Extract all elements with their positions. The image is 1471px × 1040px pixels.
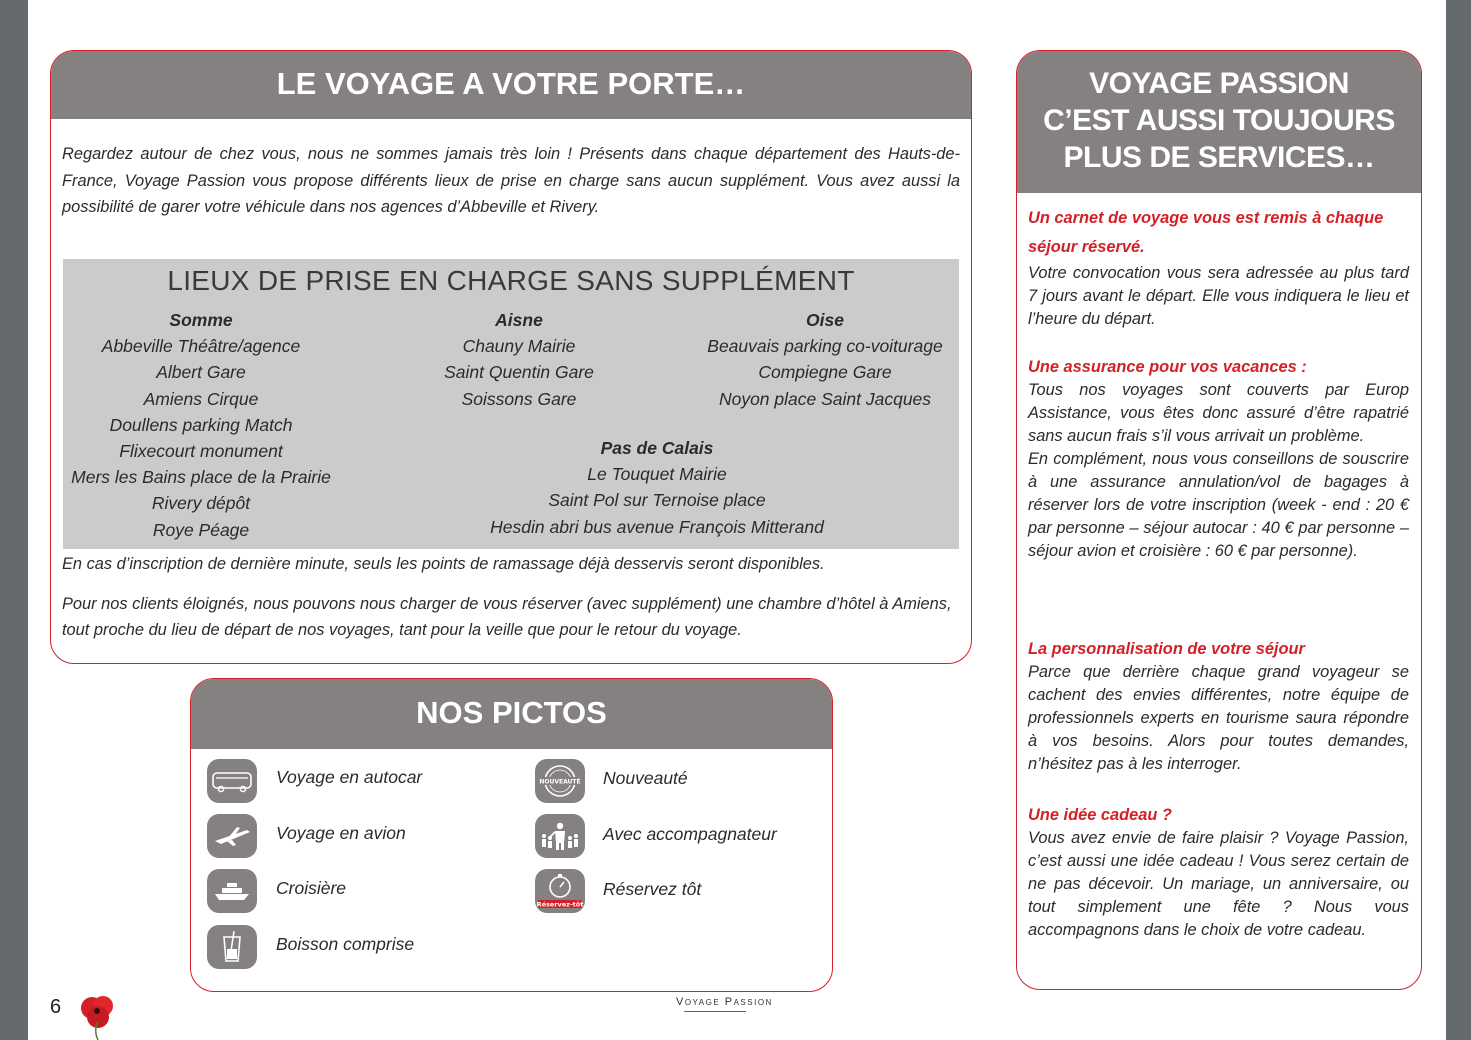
somme-column <box>63 307 339 543</box>
oise-column <box>693 307 957 412</box>
service-personalisation <box>1028 638 1409 776</box>
location-item: Rivery dépôt <box>151 493 251 514</box>
location-item: Amiens Cirque <box>143 388 259 409</box>
bus-icon <box>207 759 257 803</box>
location-item: Soissons Gare <box>461 388 577 409</box>
service-gift <box>1028 804 1409 942</box>
location-item: Doullens parking Match <box>109 414 293 435</box>
location-item: Flixecourt monument <box>119 441 283 462</box>
new-badge-text: NOUVEAUTÉ <box>539 778 581 786</box>
guide-icon <box>535 814 585 858</box>
picto-label: Boisson comprise <box>276 934 415 954</box>
pickup-panel <box>50 50 972 664</box>
pictos-panel <box>190 678 833 992</box>
location-item: Roye Péage <box>152 519 250 540</box>
new-badge-icon <box>535 759 585 803</box>
location-item: Mers les Bains place de la Prairie <box>71 467 331 488</box>
pickup-locations-title: LIEUX DE PRISE EN CHARGE SANS SUPPLÉMENT <box>167 265 855 296</box>
ship-icon <box>207 869 257 913</box>
brand-underline <box>684 1011 746 1012</box>
location-item: Abbeville Théâtre/agence <box>101 336 301 357</box>
service-body: Vous avez envie de faire plaisir ? Voyage Passion, c’est aussi une idée cadeau ! Vous serez certain de ne pas décevoir. Un mariage, un anniversaire, ou tout simplement une fête ? Nous vous accompagnons dans le choix de votre cadeau. <box>1028 829 1409 939</box>
pictos-panel-title: NOS PICTOS <box>191 679 832 749</box>
department-name: Aisne <box>495 310 543 330</box>
location-item: Saint Pol sur Ternoise place <box>548 490 766 511</box>
hotel-note: Pour nos clients éloignés, nous pouvons nous charger de vous réserver (avec supplément) une chambre d’hôtel à Amiens, tout proche du lieu de départ de nos voyages, tant pour la veille que pour le retour du voyage. <box>62 595 952 639</box>
picto-label: Avec accompagnateur <box>603 824 777 844</box>
location-item: Compiegne Gare <box>758 362 892 383</box>
services-panel <box>1016 50 1422 990</box>
picto-label: Voyage en avion <box>276 823 406 843</box>
service-body: Parce que derrière chaque grand voyageur se cachent des envies différentes, notre équipe de professionnels experts en tourisme saura répondre à vos besoins. Alors pour toutes demandes, n’hésitez pas à les interroger. <box>1028 663 1409 773</box>
last-minute-note: En cas d’inscription de dernière minute, seuls les points de ramassage déjà desservis seront disponibles. <box>62 555 825 573</box>
service-title: Une assurance pour vos vacances : <box>1028 358 1307 376</box>
pickup-intro: Regardez autour de chez vous, nous ne sommes jamais très loin ! Présents dans chaque département des Hauts-de-France, Voyage Passion vous propose différents lieux de prise en charge sans aucun supplément. Vous avez aussi la possibilité de garer votre véhicule dans nos agences d’Abbeville et Rivery. <box>62 145 960 216</box>
location-item: Hesdin abri bus avenue François Mitterand <box>490 516 824 537</box>
service-body-extra: En complément, nous vous conseillons de souscrire à une assurance annulation/vol de bagages à réserver lors de votre inscription (week - end : 20 € par personne – séjour autocar : 40 € par personne – séjour avion et croisière : 60 € par personne). <box>1028 450 1409 560</box>
location-item: Beauvais parking co-voiturage <box>707 336 943 357</box>
location-item: Albert Gare <box>156 362 246 383</box>
picto-label: Croisière <box>276 878 347 898</box>
pas-de-calais-column <box>467 435 847 540</box>
service-insurance <box>1028 356 1409 563</box>
service-title: Un carnet de voyage vous est remis à chaque séjour réservé. <box>1028 209 1384 256</box>
picto-label: Voyage en autocar <box>276 767 423 787</box>
services-panel-title <box>1017 51 1421 193</box>
page-number: 6 <box>50 996 62 1018</box>
location-item: Chauny Mairie <box>462 336 576 357</box>
brand-logo: Voyage Passion <box>676 996 773 1008</box>
aisne-column <box>417 307 621 412</box>
drink-icon <box>207 925 257 969</box>
pickup-locations-box <box>63 259 959 549</box>
service-body: Tous nos voyages sont couverts par Europ Assistance, vous êtes donc assuré d’être rapatrié sans aucun frais s’il vous arrivait un problème. <box>1028 381 1409 445</box>
service-title: La personnalisation de votre séjour <box>1028 640 1305 658</box>
location-item: Noyon place Saint Jacques <box>718 388 932 409</box>
stopwatch-badge-text: Réservez-tôt <box>536 900 584 909</box>
service-body: Votre convocation vous sera adressée au plus tard 7 jours avant le départ. Elle vous indiquera le lieu et l’heure du départ. <box>1028 264 1409 328</box>
plane-icon <box>207 814 257 858</box>
location-item: Le Touquet Mairie <box>587 464 727 485</box>
poppy-icon <box>76 992 120 1040</box>
service-travel-book <box>1028 204 1409 331</box>
pickup-panel-title: LE VOYAGE A VOTRE PORTE… <box>51 51 971 119</box>
stopwatch-icon <box>535 869 585 913</box>
services-title-line: PLUS DE SERVICES… <box>1063 141 1375 174</box>
picto-label: Réservez tôt <box>603 879 702 899</box>
service-title: Une idée cadeau ? <box>1028 806 1172 824</box>
location-item: Saint Quentin Gare <box>444 362 594 383</box>
brochure-page <box>28 0 1446 1040</box>
department-name: Oise <box>806 310 844 330</box>
department-name: Somme <box>169 310 233 330</box>
services-title-line: VOYAGE PASSION <box>1089 67 1349 100</box>
department-name: Pas de Calais <box>600 438 714 458</box>
services-title-line: C’EST AUSSI TOUJOURS <box>1043 104 1395 137</box>
picto-label: Nouveauté <box>603 768 688 788</box>
